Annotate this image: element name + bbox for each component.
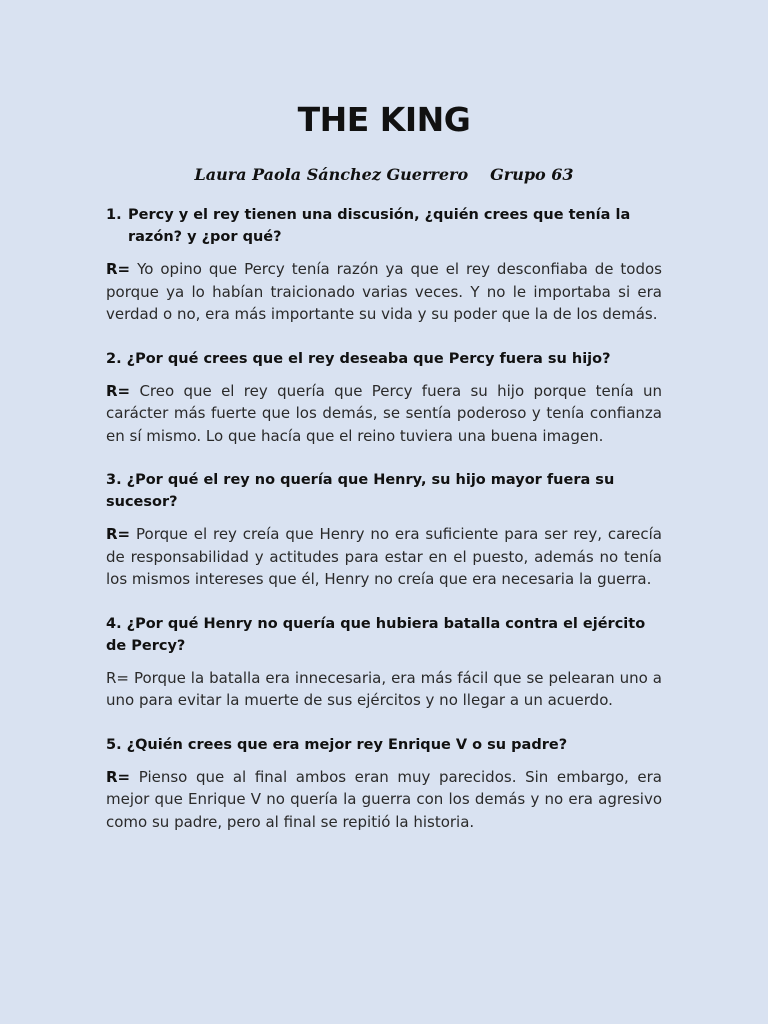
document-title: THE KING [297,100,471,139]
answer-4 [106,667,662,712]
answer-3 [106,523,662,591]
question-block-4 [106,613,662,712]
group-label: Grupo 63 [490,165,574,184]
question-text: ¿Por qué el rey no quería que Henry, su hijo mayor fuera su sucesor? [106,472,615,510]
question-5 [106,734,662,756]
question-block-3 [106,469,662,591]
answer-2 [106,380,662,448]
author-name: Laura Paola Sánchez Guerrero [194,165,469,184]
answer-1 [106,258,662,326]
question-number: 2. [106,350,122,367]
answer-5 [106,766,662,834]
answer-text: Pienso que al final ambos eran muy parecidos. Sin embargo, era mejor que Enrique V no quería la guerra con los demás y no era agresivo como su padre, pero al final se repitió la historia. [106,767,662,831]
question-text: ¿Por qué Henry no quería que hubiera batalla contra el ejército de Percy? [106,615,646,654]
question-2 [106,348,662,370]
question-1 [106,204,662,248]
answer-text: Porque el rey creía que Henry no era suficiente para ser rey, carecía de responsabilidad y actitudes para estar en el puesto, además no tenía los mismos intereses que él, Henry no creía que era necesaria la guerra. [106,525,662,588]
question-block-5 [106,734,662,834]
question-block-1 [106,204,662,326]
answer-prefix: R= [106,525,131,543]
question-number: 1. [106,207,122,223]
question-number: 5. [106,736,122,753]
question-block-2 [106,348,662,448]
question-3 [106,469,662,513]
answer-prefix: R= [106,260,131,278]
author-line [106,164,662,186]
answer-text: Creo que el rey quería que Percy fuera su hijo porque tenía un carácter más fuerte que los demás, se sentía poderoso y tenía confianza en sí mismo. Lo que hacía que el reino tuviera una buena imagen. [106,381,662,445]
answer-prefix: R= [106,767,131,786]
question-4 [106,613,662,657]
answer-prefix: R= [106,381,131,400]
answer-text: Porque la batalla era innecesaria, era más fácil que se pelearan uno a uno para evitar la muerte de sus ejércitos y no llegar a un acuerdo. [106,668,662,709]
question-text: ¿Quién crees que era mejor rey Enrique V o su padre? [126,736,568,753]
answer-prefix: R= [106,668,129,687]
question-number: 3. [106,472,122,488]
answer-text: Yo opino que Percy tenía razón ya que el rey desconfiaba de todos porque ya lo habían traicionado varias veces. Y no le importaba si era verdad o no, era más importante su vida y su poder que la de los demás. [106,260,662,323]
question-text: ¿Por qué crees que el rey deseaba que Percy fuera su hijo? [126,350,611,367]
question-number: 4. [106,615,122,632]
question-text: Percy y el rey tienen una discusión, ¿quién crees que tenía la razón? y ¿por qué? [128,207,631,245]
